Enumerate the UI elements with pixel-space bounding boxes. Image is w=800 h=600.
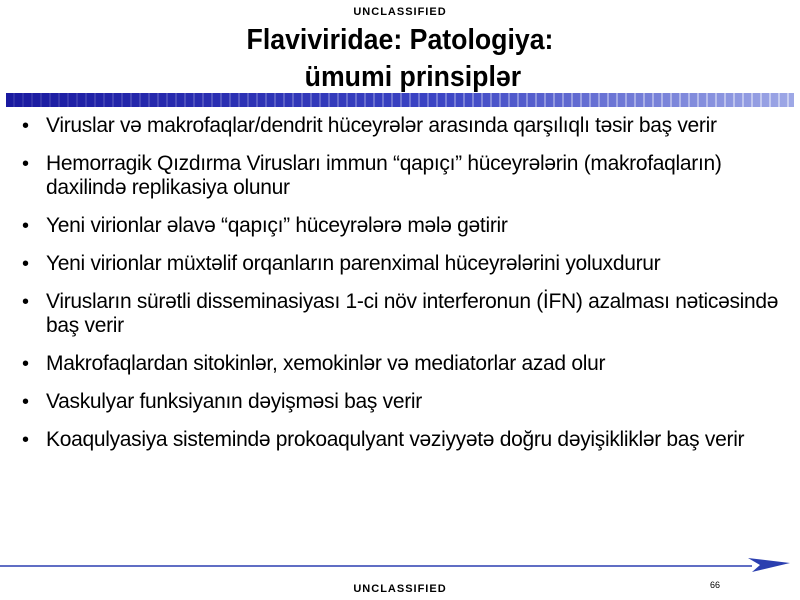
slide-title-line-2: ümumi prinsiplǝr bbox=[304, 61, 522, 93]
bullet-text: Vaskulyar funksiyanın dǝyişmǝsi baş verir bbox=[46, 390, 422, 413]
list-item bbox=[20, 352, 780, 376]
title-divider-bar bbox=[6, 93, 794, 107]
bullet-text: Yeni virionlar müxtǝlif orqanların parenximal hüceyrǝlǝrini yoluxdurur bbox=[46, 252, 661, 275]
footer-arrow-line bbox=[0, 558, 800, 578]
bullet-icon: • bbox=[22, 115, 29, 137]
list-item bbox=[20, 428, 780, 452]
bullet-text: Virusların sürǝtli disseminasiyası 1-ci növ interferonun (İFN) azalması nǝticǝsindǝ baş verir bbox=[46, 290, 779, 337]
bullet-text: Viruslar vǝ makrofaqlar/dendrit hüceyrǝlǝr arasında qarşılıqlı tǝsir baş verir bbox=[46, 114, 717, 137]
arrow-icon bbox=[748, 558, 790, 572]
bullet-icon: • bbox=[22, 253, 29, 275]
bullet-icon: • bbox=[22, 291, 29, 313]
bullet-text: Hemorragik Qızdırma Virusları immun “qapıçı” hüceyrǝlǝrin (makrofaqların) daxilindǝ replikasiya olunur bbox=[46, 152, 722, 199]
classification-top: UNCLASSIFIED bbox=[353, 6, 447, 18]
bullet-list bbox=[20, 114, 780, 466]
list-item bbox=[20, 252, 780, 276]
bullet-icon: • bbox=[22, 153, 29, 175]
bullet-text: Koaqulyasiya sistemindǝ prokoaqulyant vǝziyyǝtǝ doğru dǝyişikliklǝr baş verir bbox=[46, 428, 745, 451]
bullet-icon: • bbox=[22, 391, 29, 413]
list-item bbox=[20, 290, 780, 338]
bullet-icon: • bbox=[22, 215, 29, 237]
bullet-icon: • bbox=[22, 429, 29, 451]
bullet-text: Yeni virionlar ǝlavǝ “qapıçı” hüceyrǝlǝrǝ mǝlǝ gǝtirir bbox=[46, 214, 508, 237]
list-item bbox=[20, 390, 780, 414]
list-item bbox=[20, 214, 780, 238]
bullet-text: Makrofaqlardan sitokinlǝr, xemokinlǝr vǝ mediatorlar azad olur bbox=[46, 352, 606, 375]
slide-title bbox=[32, 22, 768, 96]
page-number: 66 bbox=[710, 580, 721, 590]
list-item bbox=[20, 152, 780, 200]
classification-bottom: UNCLASSIFIED bbox=[353, 583, 447, 595]
bullet-icon: • bbox=[22, 353, 29, 375]
slide-title-line-1: Flaviviridae: Patologiya: bbox=[246, 24, 554, 56]
list-item bbox=[20, 114, 780, 138]
